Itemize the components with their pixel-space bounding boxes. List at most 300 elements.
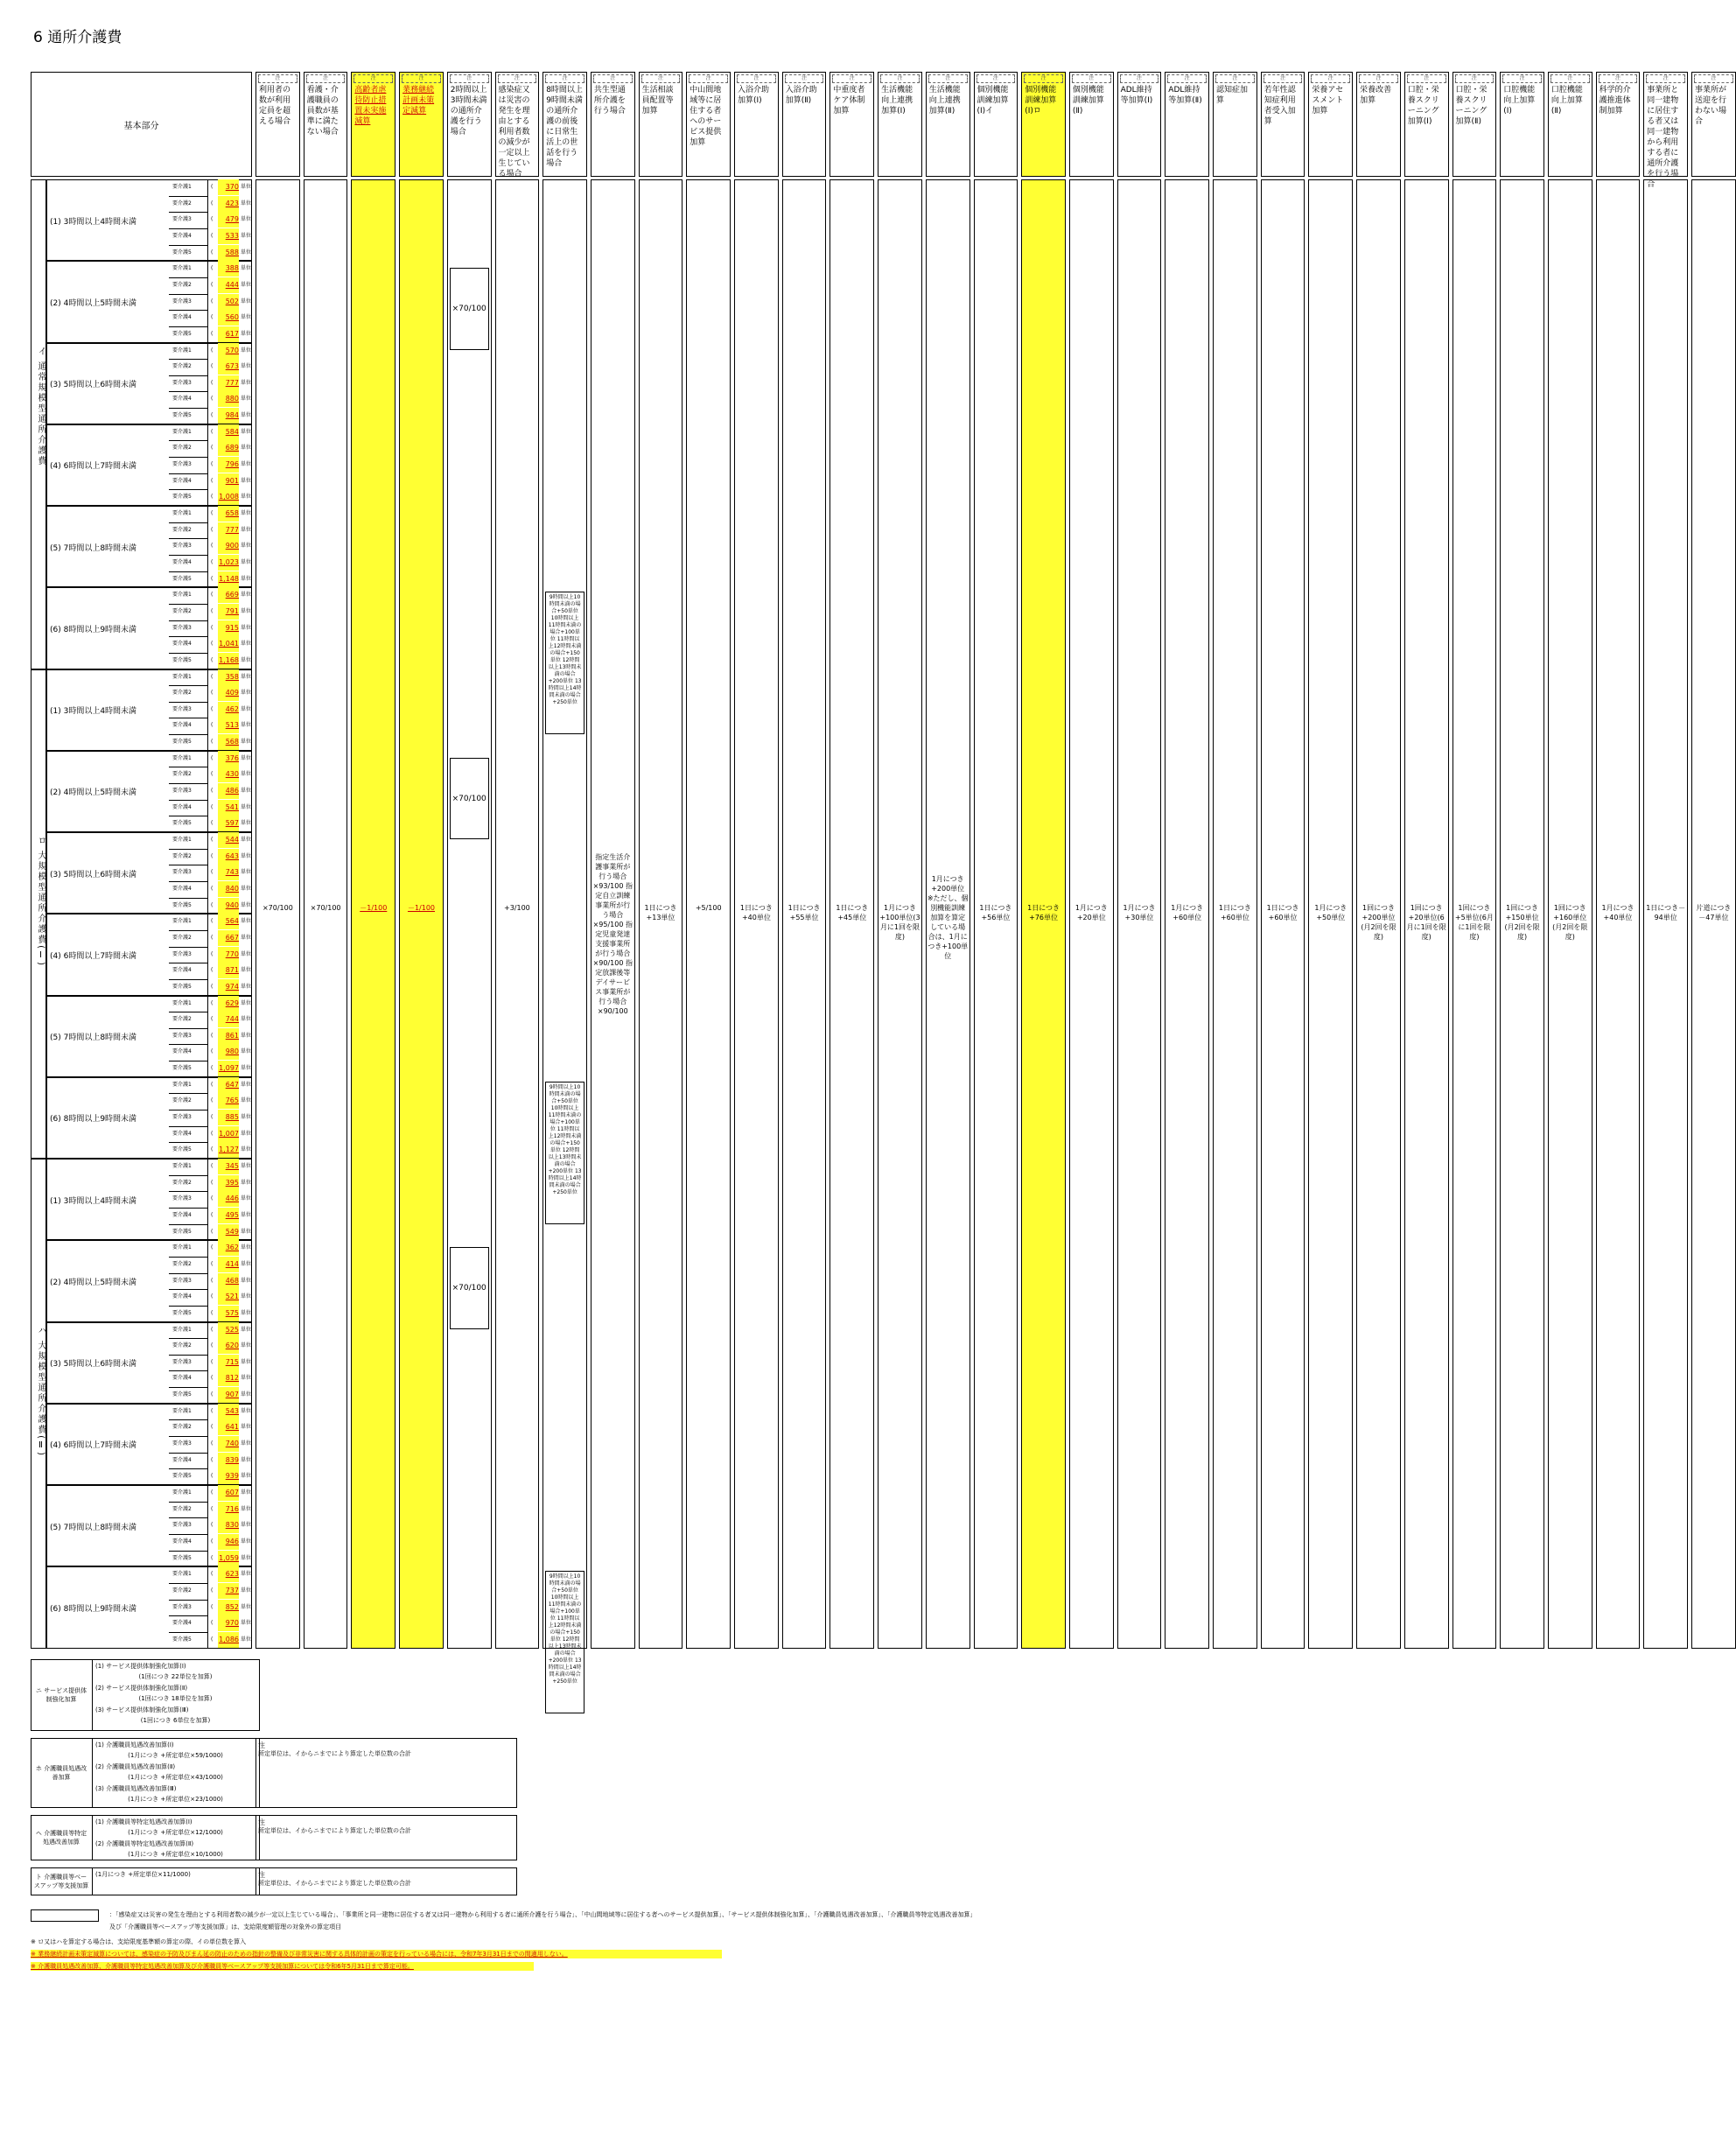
extra-line: (3) 介護職員処遇改善加算(Ⅲ) (95, 1784, 177, 1792)
level-value: 541 (218, 800, 239, 816)
header-cap: 注 (1120, 74, 1159, 83)
paren: ( (211, 705, 214, 712)
level-value: 629 (218, 996, 239, 1012)
unit-label: 単位 (241, 705, 252, 712)
level-label: 要介護2 (172, 1342, 192, 1349)
paren: ( (211, 852, 214, 859)
period-name: (2) 4時間以上5時間未満 (50, 298, 137, 308)
unit-label: 単位 (241, 788, 252, 795)
extra-note: 所定単位は、イからニまでにより算定した単位数の合計 (258, 1749, 411, 1757)
col-value: 1月につき+200単位 ※ただし、個別機能訓練加算を算定している場合は、1月につき+100単位 (927, 875, 969, 961)
extra-line: (1回につき 22単位を加算) (138, 1673, 213, 1680)
unit-label: 単位 (241, 934, 252, 941)
paren: ( (211, 885, 214, 892)
period-name: (3) 5時間以上6時間未満 (50, 1360, 137, 1370)
level-value: 388 (218, 261, 239, 277)
col-value: 1日につき+60単位 (1266, 904, 1299, 922)
paren: ( (211, 314, 214, 321)
header-cap: 注 (785, 74, 824, 83)
paren: ( (211, 1391, 214, 1398)
header-cap: 注 (976, 74, 1016, 83)
level-value: 669 (218, 587, 239, 603)
header-col: 8時間以上9時間未満の通所介護の前後に日常生活上の世話を行う場合 注 (542, 72, 587, 177)
level-label: 要介護3 (172, 461, 192, 468)
two-hour-box: ×70/100 (450, 1247, 489, 1328)
level-value: 647 (218, 1077, 239, 1093)
body-col (542, 179, 587, 1649)
level-value: 468 (218, 1273, 239, 1289)
level-label: 要介護3 (172, 1522, 192, 1529)
unit-label: 単位 (241, 200, 252, 207)
col-value: ×70/100 (262, 904, 293, 913)
paren: ( (211, 526, 214, 533)
header-cap: 注 (1167, 74, 1207, 83)
unit-label: 単位 (241, 298, 252, 305)
header-cap: 注 (880, 74, 920, 83)
page-title: 6 通所介護費 (33, 29, 122, 46)
level-label: 要介護2 (172, 690, 192, 697)
level-value: 1,023 (218, 555, 239, 571)
level-value: 1,097 (218, 1061, 239, 1076)
unit-label: 単位 (241, 885, 252, 892)
level-value: 885 (218, 1110, 239, 1125)
unit-label: 単位 (241, 803, 252, 810)
level-label: 要介護3 (172, 1358, 192, 1365)
eight-hour-box: 9時間以上10時間未満の場合+50単位 10時間以上11時間未満の場合+100単位 11時間以上12時間未満の場合+150単位 12時間以上13時間未満の場合+200単位 13時間以上14時間未満の場合+250単位 (545, 1082, 584, 1224)
header-cap: 注 (1024, 74, 1063, 83)
level-value: 744 (218, 1012, 239, 1027)
period-name: (2) 4時間以上5時間未満 (50, 788, 137, 798)
body-col (399, 179, 444, 1649)
paren: ( (211, 1244, 214, 1251)
extra-line: (1) サービス提供体制強化加算(Ⅰ) (95, 1662, 186, 1670)
paren: ( (211, 837, 214, 843)
footnote: ：「感染症又は災害の発生を理由とする利用者数の減少が一定以上生じている場合」、「事業所と同一建物に居住する者又は同一建物から利用する者に通所介護を行う場合」、「中山間地域等に居住する者へのサービス提供加算」、「サービス提供体制強化加算」、「介護職員処遇改善加算」、「介護職員等特定処遇改善加算」 (109, 1910, 976, 1918)
level-value: 673 (218, 359, 239, 375)
col-value: +5/100 (695, 904, 722, 913)
unit-label: 単位 (241, 1603, 252, 1610)
level-value: 588 (218, 245, 239, 261)
paren: ( (211, 575, 214, 582)
level-value: 716 (218, 1502, 239, 1517)
col-value: 1日につき+55単位 (788, 904, 821, 922)
level-label: 要介護4 (172, 396, 192, 403)
extra-line: (2) サービス提供体制強化加算(Ⅱ) (95, 1684, 188, 1692)
paren: ( (211, 1163, 214, 1169)
level-label: 要介護5 (172, 494, 192, 501)
body-col (447, 179, 492, 1649)
paren: ( (211, 330, 214, 337)
level-label: 要介護5 (172, 1146, 192, 1153)
header-cap: 注 (1502, 74, 1542, 83)
level-value: 486 (218, 783, 239, 799)
paren: ( (211, 869, 214, 876)
paren: ( (211, 558, 214, 565)
period-name: (6) 8時間以上9時間未満 (50, 625, 137, 634)
period-name: (1) 3時間以上4時間未満 (50, 707, 137, 717)
footnote-highlight: ※ 介護職員処遇改善加算、介護職員等特定処遇改善加算及び介護職員等ベースアップ等支援加算については令和6年5月31日まで算定可能。 (31, 1962, 534, 1971)
paren: ( (211, 739, 214, 746)
level-value: 362 (218, 1240, 239, 1256)
level-value: 543 (218, 1404, 239, 1419)
unit-label: 単位 (241, 983, 252, 990)
level-label: 要介護3 (172, 379, 192, 386)
level-value: 974 (218, 979, 239, 995)
level-value: 502 (218, 294, 239, 310)
paren: ( (211, 820, 214, 827)
extra-note: 所定単位は、イからニまでにより算定した単位数の合計 (258, 1879, 411, 1887)
header-col: 科学的介護推進体制加算 注 (1596, 72, 1641, 177)
extra-line: (1月につき +所定単位×59/1000) (128, 1752, 223, 1759)
unit-label: 単位 (241, 1554, 252, 1561)
level-label: 要介護5 (172, 1065, 192, 1072)
paren: ( (211, 363, 214, 370)
paren: ( (211, 1260, 214, 1267)
level-value: 861 (218, 1028, 239, 1044)
two-hour-box: ×70/100 (450, 758, 489, 839)
period-name: (4) 6時間以上7時間未満 (50, 462, 137, 472)
header-col: 個別機能訓練加算(Ⅰ)ロ 注 (1021, 72, 1066, 177)
col-value: 1月につき+60単位 (1171, 904, 1204, 922)
level-value: 689 (218, 440, 239, 456)
unit-label: 単位 (241, 1146, 252, 1153)
level-value: 479 (218, 212, 239, 228)
level-value: 900 (218, 538, 239, 554)
unit-label: 単位 (241, 999, 252, 1006)
unit-label: 単位 (241, 852, 252, 859)
paren: ( (211, 1587, 214, 1594)
unit-label: 単位 (241, 526, 252, 533)
level-value: 839 (218, 1453, 239, 1468)
paren: ( (211, 1114, 214, 1121)
level-value: 796 (218, 457, 239, 473)
level-label: 要介護1 (172, 1407, 192, 1414)
header-cap: 注 (354, 74, 393, 83)
level-label: 要介護3 (172, 216, 192, 223)
paren: ( (211, 396, 214, 403)
unit-label: 単位 (241, 1179, 252, 1186)
header-cap: 注 (1550, 74, 1590, 83)
level-value: 980 (218, 1044, 239, 1060)
level-value: 743 (218, 865, 239, 880)
paren: ( (211, 656, 214, 663)
level-label: 要介護1 (172, 754, 192, 761)
level-value: 495 (218, 1208, 239, 1223)
extra-note-cap: 注 (258, 1870, 265, 1879)
unit-label: 単位 (241, 1456, 252, 1463)
level-label: 要介護5 (172, 330, 192, 337)
level-label: 要介護4 (172, 1620, 192, 1627)
header-col: 中重度者ケア体制加算 注 (830, 72, 874, 177)
paren: ( (211, 1195, 214, 1202)
paren: ( (211, 901, 214, 908)
extra-line: (1月につき +所定単位×23/1000) (128, 1796, 223, 1803)
paren: ( (211, 1032, 214, 1039)
body-col (686, 179, 731, 1649)
period-name: (5) 7時間以上8時間未満 (50, 1523, 137, 1532)
paren: ( (211, 281, 214, 288)
paren: ( (211, 265, 214, 272)
level-value: 1,086 (218, 1632, 239, 1648)
level-label: 要介護2 (172, 771, 192, 778)
extra-line: (1月につき +所定単位×10/1000) (128, 1851, 223, 1858)
unit-label: 単位 (241, 1244, 252, 1251)
level-value: 1,008 (218, 489, 239, 505)
level-label: 要介護2 (172, 1505, 192, 1512)
unit-label: 単位 (241, 1309, 252, 1316)
group-label-cell (31, 179, 46, 669)
eight-hour-box: 9時間以上10時間未満の場合+50単位 10時間以上11時間未満の場合+100単位 11時間以上12時間未満の場合+150単位 12時間以上13時間未満の場合+200単位 13時間以上14時間未満の場合+250単位 (545, 592, 584, 734)
level-label: 要介護1 (172, 184, 192, 190)
paren: ( (211, 1048, 214, 1055)
level-value: 715 (218, 1355, 239, 1370)
unit-label: 単位 (241, 363, 252, 370)
extra-line: (1) 介護職員処遇改善加算(Ⅰ) (95, 1741, 174, 1748)
level-value: 1,041 (218, 636, 239, 652)
level-label: 要介護5 (172, 983, 192, 990)
group-label-cell (31, 669, 46, 1160)
level-label: 要介護4 (172, 1538, 192, 1545)
paren: ( (211, 641, 214, 648)
unit-label: 単位 (241, 510, 252, 516)
col-value: 1月につき+30単位 (1123, 904, 1156, 922)
level-label: 要介護2 (172, 363, 192, 370)
paren: ( (211, 249, 214, 256)
unit-label: 単位 (241, 1358, 252, 1365)
unit-label: 単位 (241, 1538, 252, 1545)
unit-label: 単位 (241, 1620, 252, 1627)
level-label: 要介護5 (172, 656, 192, 663)
level-value: 409 (218, 685, 239, 701)
level-value: 830 (218, 1517, 239, 1533)
header-col: 生活機能向上連携加算(Ⅰ) 注 (878, 72, 922, 177)
extra-line: (1回につき 6単位を加算) (140, 1717, 211, 1724)
level-value: 584 (218, 424, 239, 440)
paren: ( (211, 1228, 214, 1235)
paren: ( (211, 1603, 214, 1610)
paren: ( (211, 918, 214, 925)
header-col: 利用者の数が利用定員を超える場合 注 (256, 72, 300, 177)
level-value: 643 (218, 849, 239, 865)
level-label: 要介護3 (172, 1032, 192, 1039)
paren: ( (211, 673, 214, 680)
unit-label: 単位 (241, 281, 252, 288)
header-col: 認知症加算 注 (1213, 72, 1257, 177)
header-cap: 注 (1455, 74, 1494, 83)
paren: ( (211, 592, 214, 599)
unit-label: 単位 (241, 1048, 252, 1055)
unit-label: 単位 (241, 1065, 252, 1072)
header-cap: 注 (928, 74, 968, 83)
level-label: 要介護1 (172, 592, 192, 599)
unit-label: 単位 (241, 641, 252, 648)
paren: ( (211, 1636, 214, 1643)
header-col: 看護・介護職員の員数が基準に満たない場合 注 (304, 72, 348, 177)
period-name: (5) 7時間以上8時間未満 (50, 543, 137, 553)
level-label: 要介護5 (172, 820, 192, 827)
paren: ( (211, 624, 214, 631)
level-label: 要介護5 (172, 1473, 192, 1480)
header-col: 若年性認知症利用者受入加算 注 (1261, 72, 1306, 177)
unit-label: 単位 (241, 1228, 252, 1235)
paren: ( (211, 1440, 214, 1447)
level-value: 1,168 (218, 653, 239, 669)
unit-label: 単位 (241, 330, 252, 337)
extra-label: ト 介護職員等ベースアップ等支援加算 (33, 1873, 89, 1889)
paren: ( (211, 1097, 214, 1104)
paren: ( (211, 1456, 214, 1463)
header-col: 感染症又は災害の発生を理由とする利用者数の減少が一定以上生じている場合 注 (495, 72, 540, 177)
header-cap: 注 (1646, 74, 1685, 83)
level-value: 1,127 (218, 1142, 239, 1158)
level-label: 要介護1 (172, 837, 192, 843)
group-label: ロ 大規模型通所介護費(Ⅰ) (36, 836, 46, 968)
header-col: 入浴介助加算(Ⅰ) 注 (734, 72, 779, 177)
level-label: 要介護1 (172, 673, 192, 680)
unit-label: 単位 (241, 265, 252, 272)
header-col: 共生型通所介護を行う場合 注 (591, 72, 635, 177)
level-value: 617 (218, 326, 239, 342)
level-value: 376 (218, 751, 239, 767)
body-col (495, 179, 540, 1649)
level-value: 370 (218, 179, 239, 195)
unit-label: 単位 (241, 624, 252, 631)
unit-label: 単位 (241, 1277, 252, 1284)
unit-label: 単位 (241, 1473, 252, 1480)
body-col (304, 179, 348, 1649)
unit-label: 単位 (241, 1097, 252, 1104)
header-col: 栄養改善加算 注 (1356, 72, 1401, 177)
paren: ( (211, 690, 214, 697)
level-value: 414 (218, 1257, 239, 1272)
unit-label: 単位 (241, 1489, 252, 1496)
level-value: 737 (218, 1583, 239, 1599)
paren: ( (211, 445, 214, 452)
unit-label: 単位 (241, 918, 252, 925)
paren: ( (211, 494, 214, 501)
header-col: 事業所が送迎を行わない場合 注 (1691, 72, 1736, 177)
unit-label: 単位 (241, 869, 252, 876)
header-cap: 注 (1264, 74, 1303, 83)
level-label: 要介護4 (172, 1211, 192, 1218)
level-label: 要介護4 (172, 232, 192, 239)
extra-label: ヘ 介護職員等特定処遇改善加算 (35, 1829, 88, 1846)
header-cap: 注 (737, 74, 776, 83)
paren: ( (211, 347, 214, 354)
paren: ( (211, 1277, 214, 1284)
level-label: 要介護1 (172, 1244, 192, 1251)
paren: ( (211, 1571, 214, 1578)
level-label: 要介護2 (172, 934, 192, 941)
header-col: 事業所と同一建物に居住する者又は同一建物から利用する者に通所介護を行う場合 注 (1643, 72, 1688, 177)
extra-note-cap: 注 (258, 1741, 265, 1749)
level-value: 345 (218, 1159, 239, 1174)
level-label: 要介護4 (172, 314, 192, 321)
header-col: 生活相談員配置等加算 注 (639, 72, 683, 177)
paren: ( (211, 1505, 214, 1512)
level-label: 要介護1 (172, 265, 192, 272)
unit-label: 単位 (241, 249, 252, 256)
level-label: 要介護3 (172, 1603, 192, 1610)
header-cap: 注 (402, 74, 441, 83)
level-value: 770 (218, 947, 239, 963)
col-value: 指定生活介護事業所が行う場合×93/100 指定自立訓練事業所が行う場合×95/100 指定児童発達支援事業所が行う場合×90/100 指定放課後等デイサービス事業所が行う場合×90/100 (592, 853, 633, 1016)
period-name: (2) 4時間以上5時間未満 (50, 1278, 137, 1287)
level-value: 544 (218, 832, 239, 848)
unit-label: 単位 (241, 950, 252, 957)
period-name: (3) 5時間以上6時間未満 (50, 870, 137, 879)
extra-line: (1) 介護職員等特定処遇改善加算(Ⅰ) (95, 1818, 192, 1825)
level-value: 984 (218, 408, 239, 424)
header-col: 中山間地域等に居住する者へのサービス提供加算 注 (686, 72, 731, 177)
level-label: 要介護1 (172, 1326, 192, 1333)
level-label: 要介護3 (172, 788, 192, 795)
level-value: 564 (218, 914, 239, 929)
extra-line: (1月につき +所定単位×43/1000) (128, 1774, 223, 1781)
header-base: 基本部分 (31, 72, 252, 177)
level-value: 395 (218, 1175, 239, 1191)
level-label: 要介護5 (172, 1636, 192, 1643)
unit-label: 単位 (241, 543, 252, 550)
paren: ( (211, 771, 214, 778)
unit-label: 単位 (241, 1440, 252, 1447)
group-label: ハ 大規模型通所介護費(Ⅱ) (36, 1325, 46, 1457)
footnote-highlight: ※ 業務継続計画未策定減算については、感染症の予防及びまん延の防止のための指針の整備及び非常災害に関する具体的計画の策定を行っている場合には、令和7年3月31日までの間適用しない。 (31, 1950, 722, 1958)
paren: ( (211, 1081, 214, 1088)
level-value: 970 (218, 1615, 239, 1631)
level-label: 要介護5 (172, 901, 192, 908)
level-value: 1,007 (218, 1126, 239, 1142)
paren: ( (211, 1016, 214, 1023)
unit-label: 単位 (241, 558, 252, 565)
footnote: ※ ロ又はハを算定する場合は、支給限度基準額の算定の際、イの単位数を算入 (31, 1937, 247, 1945)
col-value: 1日につき+56単位 (979, 904, 1012, 922)
paren: ( (211, 1130, 214, 1137)
unit-label: 単位 (241, 1505, 252, 1512)
header-col: 業務継続計画未策定減算 注 (399, 72, 444, 177)
level-label: 要介護4 (172, 558, 192, 565)
paren: ( (211, 1407, 214, 1414)
eight-hour-box: 9時間以上10時間未満の場合+50単位 10時間以上11時間未満の場合+100単位 11時間以上12時間未満の場合+150単位 12時間以上13時間未満の場合+200単位 13時間以上14時間未満の場合+250単位 (545, 1571, 584, 1713)
group-label-cell (31, 1159, 46, 1649)
unit-label: 単位 (241, 1130, 252, 1137)
unit-label: 単位 (241, 901, 252, 908)
header-cap: 注 (1359, 74, 1398, 83)
paren: ( (211, 1065, 214, 1072)
paren: ( (211, 461, 214, 468)
col-value: 1回につき+160単位(月2回を限度) (1552, 904, 1588, 942)
level-value: 812 (218, 1370, 239, 1386)
level-label: 要介護2 (172, 852, 192, 859)
level-value: 513 (218, 718, 239, 733)
level-label: 要介護2 (172, 526, 192, 533)
level-value: 901 (218, 473, 239, 489)
unit-label: 単位 (241, 575, 252, 582)
unit-label: 単位 (241, 820, 252, 827)
header-cap: 注 (450, 74, 489, 83)
col-value: 1月につき+40単位 (1601, 904, 1634, 922)
unit-label: 単位 (241, 607, 252, 614)
unit-label: 単位 (241, 1375, 252, 1382)
unit-label: 単位 (241, 1260, 252, 1267)
footnote: 及び「介護職員等ベースアップ等支援加算」は、支給限度額管理の対象外の算定項目 (109, 1923, 342, 1930)
header-cap: 注 (1072, 74, 1111, 83)
level-value: 765 (218, 1093, 239, 1109)
col-value: 1日につき+60単位 (1218, 904, 1251, 922)
level-label: 要介護4 (172, 641, 192, 648)
level-label: 要介護5 (172, 1554, 192, 1561)
unit-label: 単位 (241, 1016, 252, 1023)
